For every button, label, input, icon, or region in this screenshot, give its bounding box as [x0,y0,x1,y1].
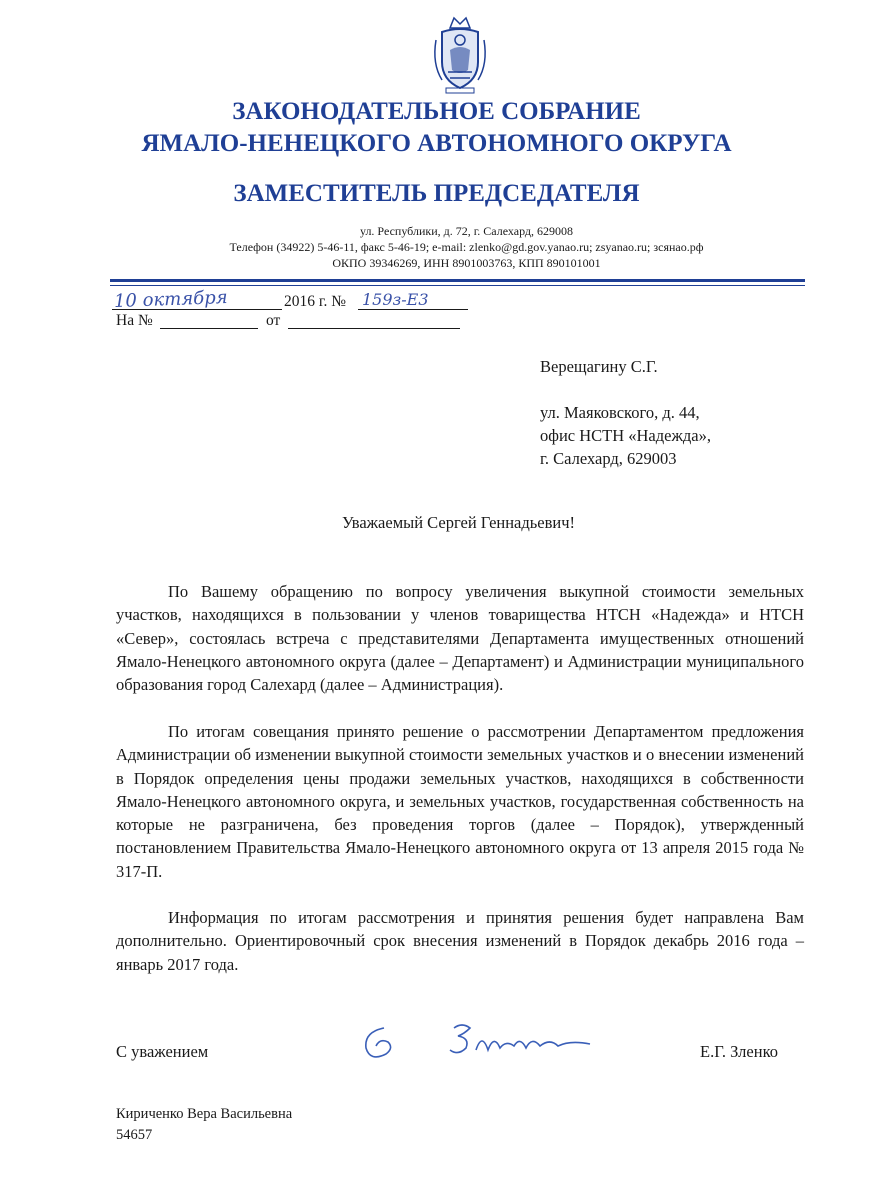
coat-of-arms-emblem-icon [428,14,492,96]
paragraph-2 [116,720,804,883]
reply-number-underline [160,328,258,329]
executor-name: Кириченко Вера Васильевна [116,1106,293,1122]
position-title: ЗАМЕСТИТЕЛЬ ПРЕДСЕДАТЕЛЯ [233,180,640,207]
paragraph-3 [116,906,804,976]
organization-name-line1: ЗАКОНОДАТЕЛЬНОЕ СОБРАНИЕ [232,98,641,125]
year-number-label: 2016 г. № [284,293,347,310]
signer-name: Е.Г. Зленко [700,1042,778,1061]
recipient-address-line3: г. Салехард, 629003 [540,449,677,468]
header-rule-thin [110,285,805,286]
paragraph-2-text: По итогам совещания принято решение о рассмотрении Департаментом предложения Администрации об изменении выкупной стоимости земельных участков и о внесении изменений в Порядок определения цены продажи земельных участков, находящихся в собственности Ямало-Ненецкого автономного округа, и земельных участков, государственная собственность на которые не разграничена, без проведения торгов (далее – Порядок), утвержденный постановлением Правительства Ямало-Ненецкого автономного округа от 13 апреля 2015 года № 317-П. [116,722,804,881]
handwritten-date: 10 октября [113,287,228,312]
address-line-1: ул. Республики, д. 72, г. Салехард, 629008 [359,224,574,238]
paragraph-1-text: По Вашему обращению по вопросу увеличения выкупной стоимости земельных участков, находящихся в пользовании у членов товарищества НТСН «Надежда» и НТСН «Север», состоялась встреча с представителями Департамента имущественных отношений Ямало-Ненецкого автономного округа (далее – Департамент) и Администрации муниципального образования город Салехард (далее – Администрация). [116,582,804,695]
closing-regards: С уважением [116,1042,209,1061]
executor-phone: 54657 [116,1127,153,1143]
recipient-address-line2: офис НСТН «Надежда», [540,426,711,445]
reply-date-label: от [266,312,281,329]
reply-number-label: На № [116,312,153,329]
number-underline [358,309,468,310]
paragraph-3-text: Информация по итогам рассмотрения и принятия решения будет направлена Вам дополнительно. Ориентировочный срок внесения изменений в Порядок декабрь 2016 года – январь 2017 года. [116,908,804,974]
handwritten-number: 159з-Е3 [362,290,429,309]
paragraph-1 [116,580,804,696]
registration-codes-line: ОКПО 39346269, ИНН 8901003763, КПП 890101001 [332,256,601,270]
organization-name-line2: ЯМАЛО-НЕНЕЦКОГО АВТОНОМНОГО ОКРУГА [141,130,732,157]
recipient-name: Верещагину С.Г. [540,357,658,376]
header-rule-thick [110,279,805,282]
recipient-address-line1: ул. Маяковского, д. 44, [540,403,700,422]
handwritten-signature [354,1010,614,1066]
contacts-line: Телефон (34922) 5-46-11, факс 5-46-19; e-mail: zlenko@gd.gov.yanao.ru; zsyanao.ru; зсянао.рф [229,240,704,254]
reply-reference [116,312,476,334]
greeting: Уважаемый Сергей Геннадьевич! [341,513,576,532]
reply-date-underline [288,328,460,329]
